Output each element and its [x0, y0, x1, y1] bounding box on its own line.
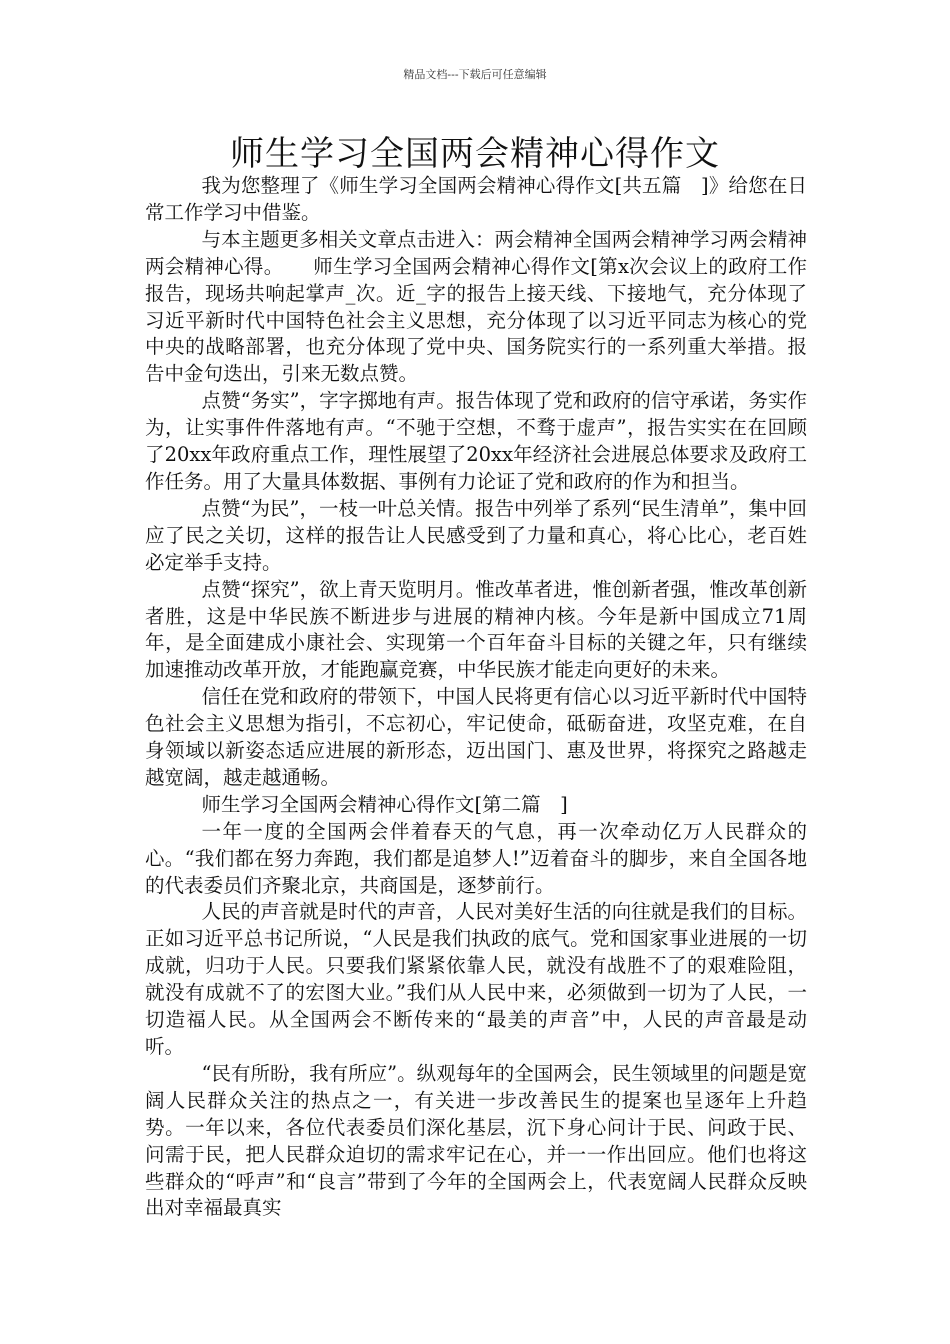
document-title: 师生学习全国两会精神心得作文 — [230, 134, 720, 174]
page-header: 精品文档---下载后可任意编辑 — [403, 68, 547, 81]
paragraph: 人民的声音就是时代的声音，人民对美好生活的向往就是我们的目标。正如习近平总书记所说，“人民是我们执政的底气。党和国家事业进展的一切成就，归功于人民。只要我们紧紧依靠人民，就没有战胜不了的艰难险阻，就没有成就不了的宏图大业。”我们从人民中来，必须做到一切为了人民，一切造福人民。从全国两会不断传来的“最美的声音”中，人民的声音最是动听。 — [145, 900, 807, 1058]
paragraph: 点赞“为民”，一枝一叶总关情。报告中列举了系列“民生清单”，集中回应了民之关切，这样的报告让人民感受到了力量和真心，将心比心，老百姓必定举手支持。 — [145, 496, 807, 574]
paragraph: “民有所盼，我有所应”。纵观每年的全国两会，民生领域里的问题是宽阔人民群众关注的热点之一，有关进一步改善民生的提案也呈逐年上升趋势。一年以来，各位代表委员们深化基层，沉下身心问计于民、问政于民、问需于民，把人民群众迫切的需求牢记在心，并一一作出回应。他们也将这些群众的“呼声”和“良言”带到了今年的全国两会上，代表宽阔人民群众反映出对幸福最真实 — [145, 1061, 807, 1220]
paragraph: 一年一度的全国两会伴着春天的气息，再一次牵动亿万人民群众的心。“我们都在努力奔跑，我们都是追梦人!”迈着奋斗的脚步，来自全国各地的代表委员们齐聚北京，共商国是，逐梦前行。 — [145, 819, 807, 897]
section-heading: 师生学习全国两会精神心得作文[第二篇 ] — [201, 792, 568, 816]
paragraph: 点赞“务实”，字字掷地有声。报告体现了党和政府的信守承诺，务实作为，让实事件件落地有声。“不驰于空想，不骛于虚声”，报告实实在在回顾了20xx年政府重点工作，理性展望了20xx年经济社会进展总体要求及政府工作任务。用了大量具体数据、事例有力论证了党和政府的作为和担当。 — [145, 389, 807, 493]
paragraph: 点赞“探究”，欲上青天览明月。惟改革者进，惟创新者强，惟改革创新者胜，这是中华民族不断进步与进展的精神内核。今年是新中国成立71周年，是全面建成小康社会、实现第一个百年奋斗目标的关键之年，只有继续加速推动改革开放，才能跑赢竞赛，中华民族才能走向更好的未来。 — [145, 577, 807, 682]
paragraph: 与本主题更多相关文章点击进入：两会精神全国两会精神学习两会精神两会精神心得。 师生学习全国两会精神心得作文[第x次会议上的政府工作报告，现场共响起掌声_次。近_字的报告上接天线、下接地气，充分体现了习近平新时代中国特色社会主义思想，充分体现了以习近平同志为核心的党中央的战略部署，也充分体现了党中央、国务院实行的一系列重大举措。报告中金句迭出，引来无数点赞。 — [145, 227, 807, 386]
paragraph: 信任在党和政府的带领下，中国人民将更有信心以习近平新时代中国特色社会主义思想为指引，不忘初心，牢记使命，砥砺奋进，攻坚克难，在自身领域以新姿态适应进展的新形态，迈出国门、惠及世界，将探究之路越走越宽阔，越走越通畅。 — [145, 685, 807, 789]
document-body — [145, 173, 807, 1222]
paragraph: 我为您整理了《师生学习全国两会精神心得作文[共五篇 ]》给您在日常工作学习中借鉴。 — [145, 174, 807, 224]
